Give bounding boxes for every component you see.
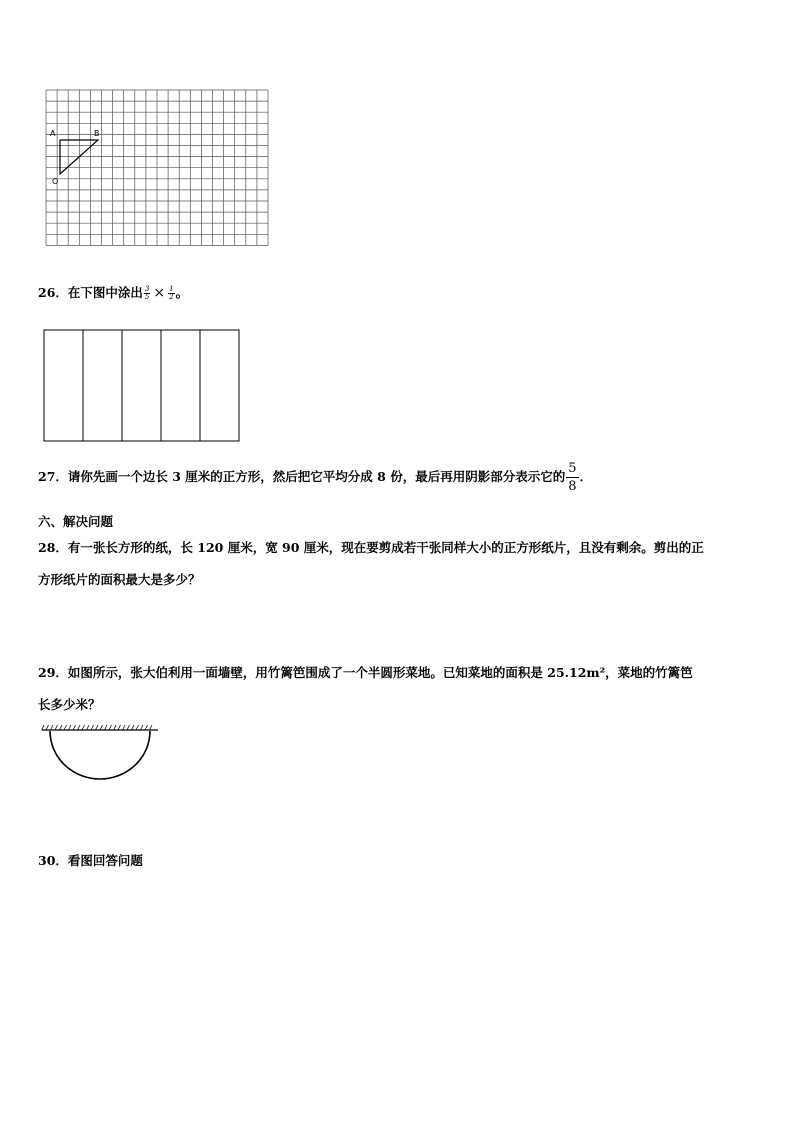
question-26-text: 在下图中涂出 [67, 285, 143, 300]
question-30: 30．看图回答问题 [38, 853, 143, 868]
wall [42, 725, 159, 730]
five-part-rectangle[interactable] [42, 328, 242, 444]
section-6-title: 六、解决问题 [38, 514, 114, 529]
question-28-line-1: 28．有一张长方形的纸，长 120 厘米，宽 90 厘米，现在要剪成若干张同样大小的正方形纸片，且没有剩余。剪出的正 [38, 540, 704, 555]
fraction-one-half: $\frac{1}{2}$ [169, 285, 174, 301]
times-sign: × [153, 285, 166, 301]
question-26: 26．在下图中涂出 $\frac{3}{5}$ × $\frac{1}{2}$ 。 [38, 285, 189, 301]
point-a-label: A [50, 129, 56, 138]
fraction-three-fifths: $\frac{3}{5}$ [144, 285, 150, 301]
grid-lines [46, 90, 268, 245]
point-o-label: O [52, 177, 59, 186]
question-28-line-2: 方形纸片的面积最大是多少？ [38, 572, 201, 587]
question-27-text: 请你先画一个边长 3 厘米的正方形，然后把它平均分成 8 份，最后再用阴影部分表示它的 [67, 469, 566, 484]
question-26-number: 26． [38, 285, 68, 300]
bamboo-fence-arc [50, 731, 150, 779]
question-27-number: 27． [38, 469, 68, 484]
semicircle-garden-figure [38, 722, 164, 784]
question-29-line-2: 长多少米？ [38, 697, 101, 712]
fraction-five-eighths: $\frac{5}{8}$ [568, 461, 577, 494]
grid-figure [40, 88, 276, 250]
point-b-label: B [94, 129, 100, 138]
question-29-line-1: 29．如图所示，张大伯利用一面墙壁，用竹篱笆围成了一个半圆形菜地。已知菜地的面积是 25.12m²，菜地的竹篱笆 [38, 665, 693, 680]
question-27: 27．请你先画一个边长 3 厘米的正方形，然后把它平均分成 8 份，最后再用阴影部分表示它的 $\frac{5}{8}$ ． [38, 461, 593, 494]
